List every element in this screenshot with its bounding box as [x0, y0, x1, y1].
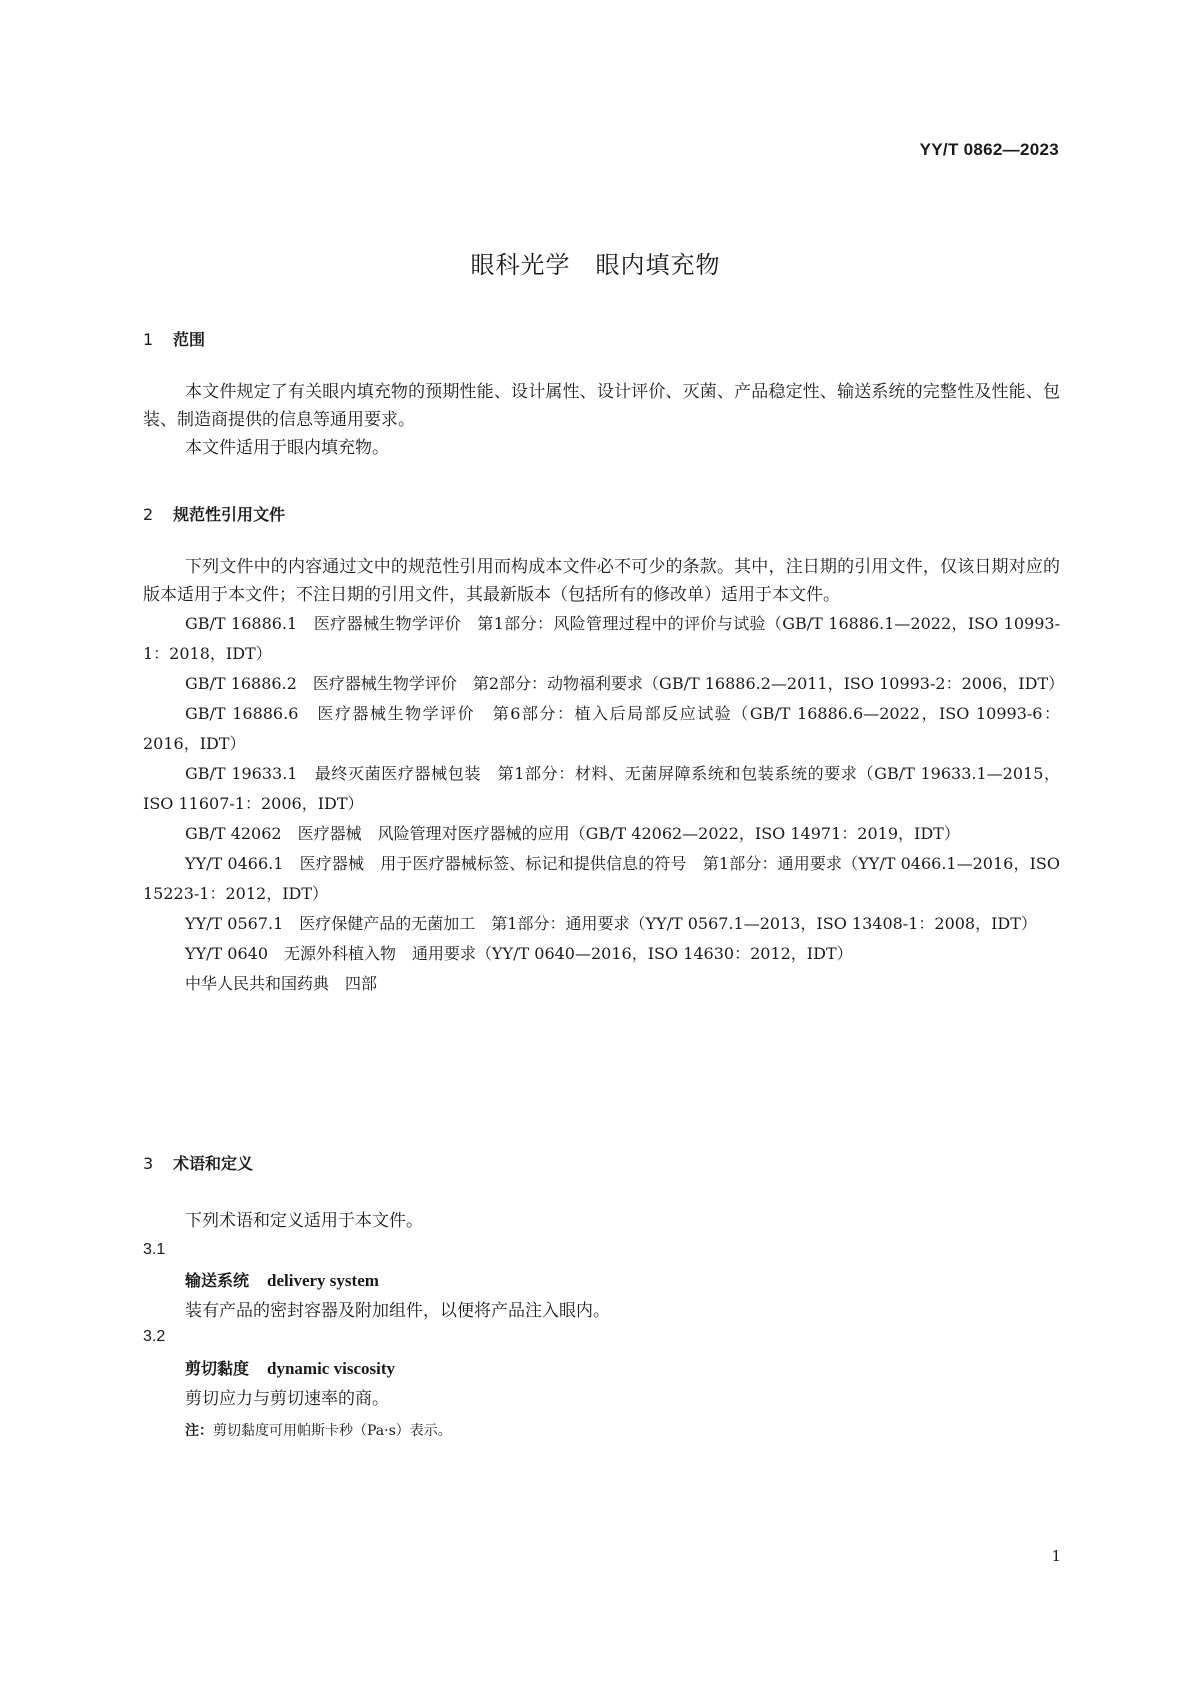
term-heading	[143, 1268, 1102, 1291]
term-zh: 剪切黏度	[185, 1359, 250, 1378]
note-label: 注：	[185, 1423, 213, 1439]
paragraph: 本文件规定了有关眼内填充物的预期性能、设计属性、设计评价、灭菌、产品稳定性、输送系统的完整性及性能、包装、制造商提供的信息等通用要求。	[143, 382, 1060, 430]
document-title: 眼科光学 眼内填充物	[470, 251, 721, 279]
term-note	[143, 1420, 1102, 1440]
section-number: 2	[143, 505, 154, 524]
term-definition: 装有产品的密封容器及附加组件，以便将产品注入眼内。	[185, 1301, 610, 1321]
section-2-body	[143, 553, 1065, 999]
section-1-body	[143, 378, 1060, 462]
reference-item: GB/T 42062 医疗器械 风险管理对医疗器械的应用（GB/T 42062—2022，ISO 14971：2019，IDT）	[185, 824, 960, 843]
term-zh: 输送系统	[185, 1271, 250, 1290]
reference-item: GB/T 16886.1 医疗器械生物学评价 第1部分：风险管理过程中的评价与试验（GB/T 16886.1—2022，ISO 10993-1：2018，IDT）	[143, 614, 1060, 663]
section-title: 范围	[173, 330, 206, 349]
section-3-heading	[143, 1151, 1060, 1174]
reference-item: GB/T 16886.2 医疗器械生物学评价 第2部分：动物福利要求（GB/T 16886.2—2011，ISO 10993-2：2006，IDT）	[185, 674, 1065, 693]
reference-item: YY/T 0567.1 医疗保健产品的无菌加工 第1部分：通用要求（YY/T 0567.1—2013，ISO 13408-1：2008，IDT）	[185, 914, 1037, 933]
reference-item: GB/T 19633.1 最终灭菌医疗器械包装 第1部分：材料、无菌屏障系统和包装系统的要求（GB/T 19633.1—2015，ISO 11607-1：2006，IDT）	[143, 764, 1060, 813]
page-number: 1	[1051, 1547, 1061, 1565]
section-title: 术语和定义	[173, 1154, 254, 1173]
section-number: 1	[143, 330, 154, 349]
section-number: 3	[143, 1154, 154, 1173]
paragraph: 本文件适用于眼内填充物。	[185, 438, 389, 458]
paragraph: 下列文件中的内容通过文中的规范性引用而构成本文件必不可少的条款。其中，注日期的引用文件，仅该日期对应的版本适用于本文件；不注日期的引用文件，其最新版本（包括所有的修改单）适用于本文件。	[143, 557, 1060, 605]
term-en: dynamic viscosity	[267, 1359, 395, 1378]
paragraph: 下列术语和定义适用于本文件。	[185, 1211, 423, 1231]
term-heading	[143, 1356, 1102, 1379]
reference-item: GB/T 16886.6 医疗器械生物学评价 第6部分：植入后局部反应试验（GB/T 16886.6—2022，ISO 10993-6：2016，IDT）	[143, 704, 1060, 753]
term-definition: 剪切应力与剪切速率的商。	[185, 1389, 389, 1409]
section-3-intro	[143, 1207, 1060, 1235]
section-2-heading	[143, 502, 1060, 525]
term-number: 3.2	[143, 1328, 166, 1345]
reference-item: YY/T 0466.1 医疗器械 用于医疗器械标签、标记和提供信息的符号 第1部分：通用要求（YY/T 0466.1—2016，ISO 15223-1：2012，IDT）	[143, 854, 1060, 903]
term-number: 3.1	[143, 1241, 166, 1258]
standard-code: YY/T 0862—2023	[919, 140, 1059, 159]
section-1-heading	[143, 327, 1060, 350]
term-en: delivery system	[267, 1271, 379, 1290]
section-title: 规范性引用文件	[173, 505, 286, 524]
reference-item: 中华人民共和国药典 四部	[185, 974, 378, 993]
reference-item: YY/T 0640 无源外科植入物 通用要求（YY/T 0640—2016，ISO 14630：2012，IDT）	[185, 944, 853, 963]
note-text: 剪切黏度可用帕斯卡秒（Pa·s）表示。	[213, 1423, 452, 1439]
